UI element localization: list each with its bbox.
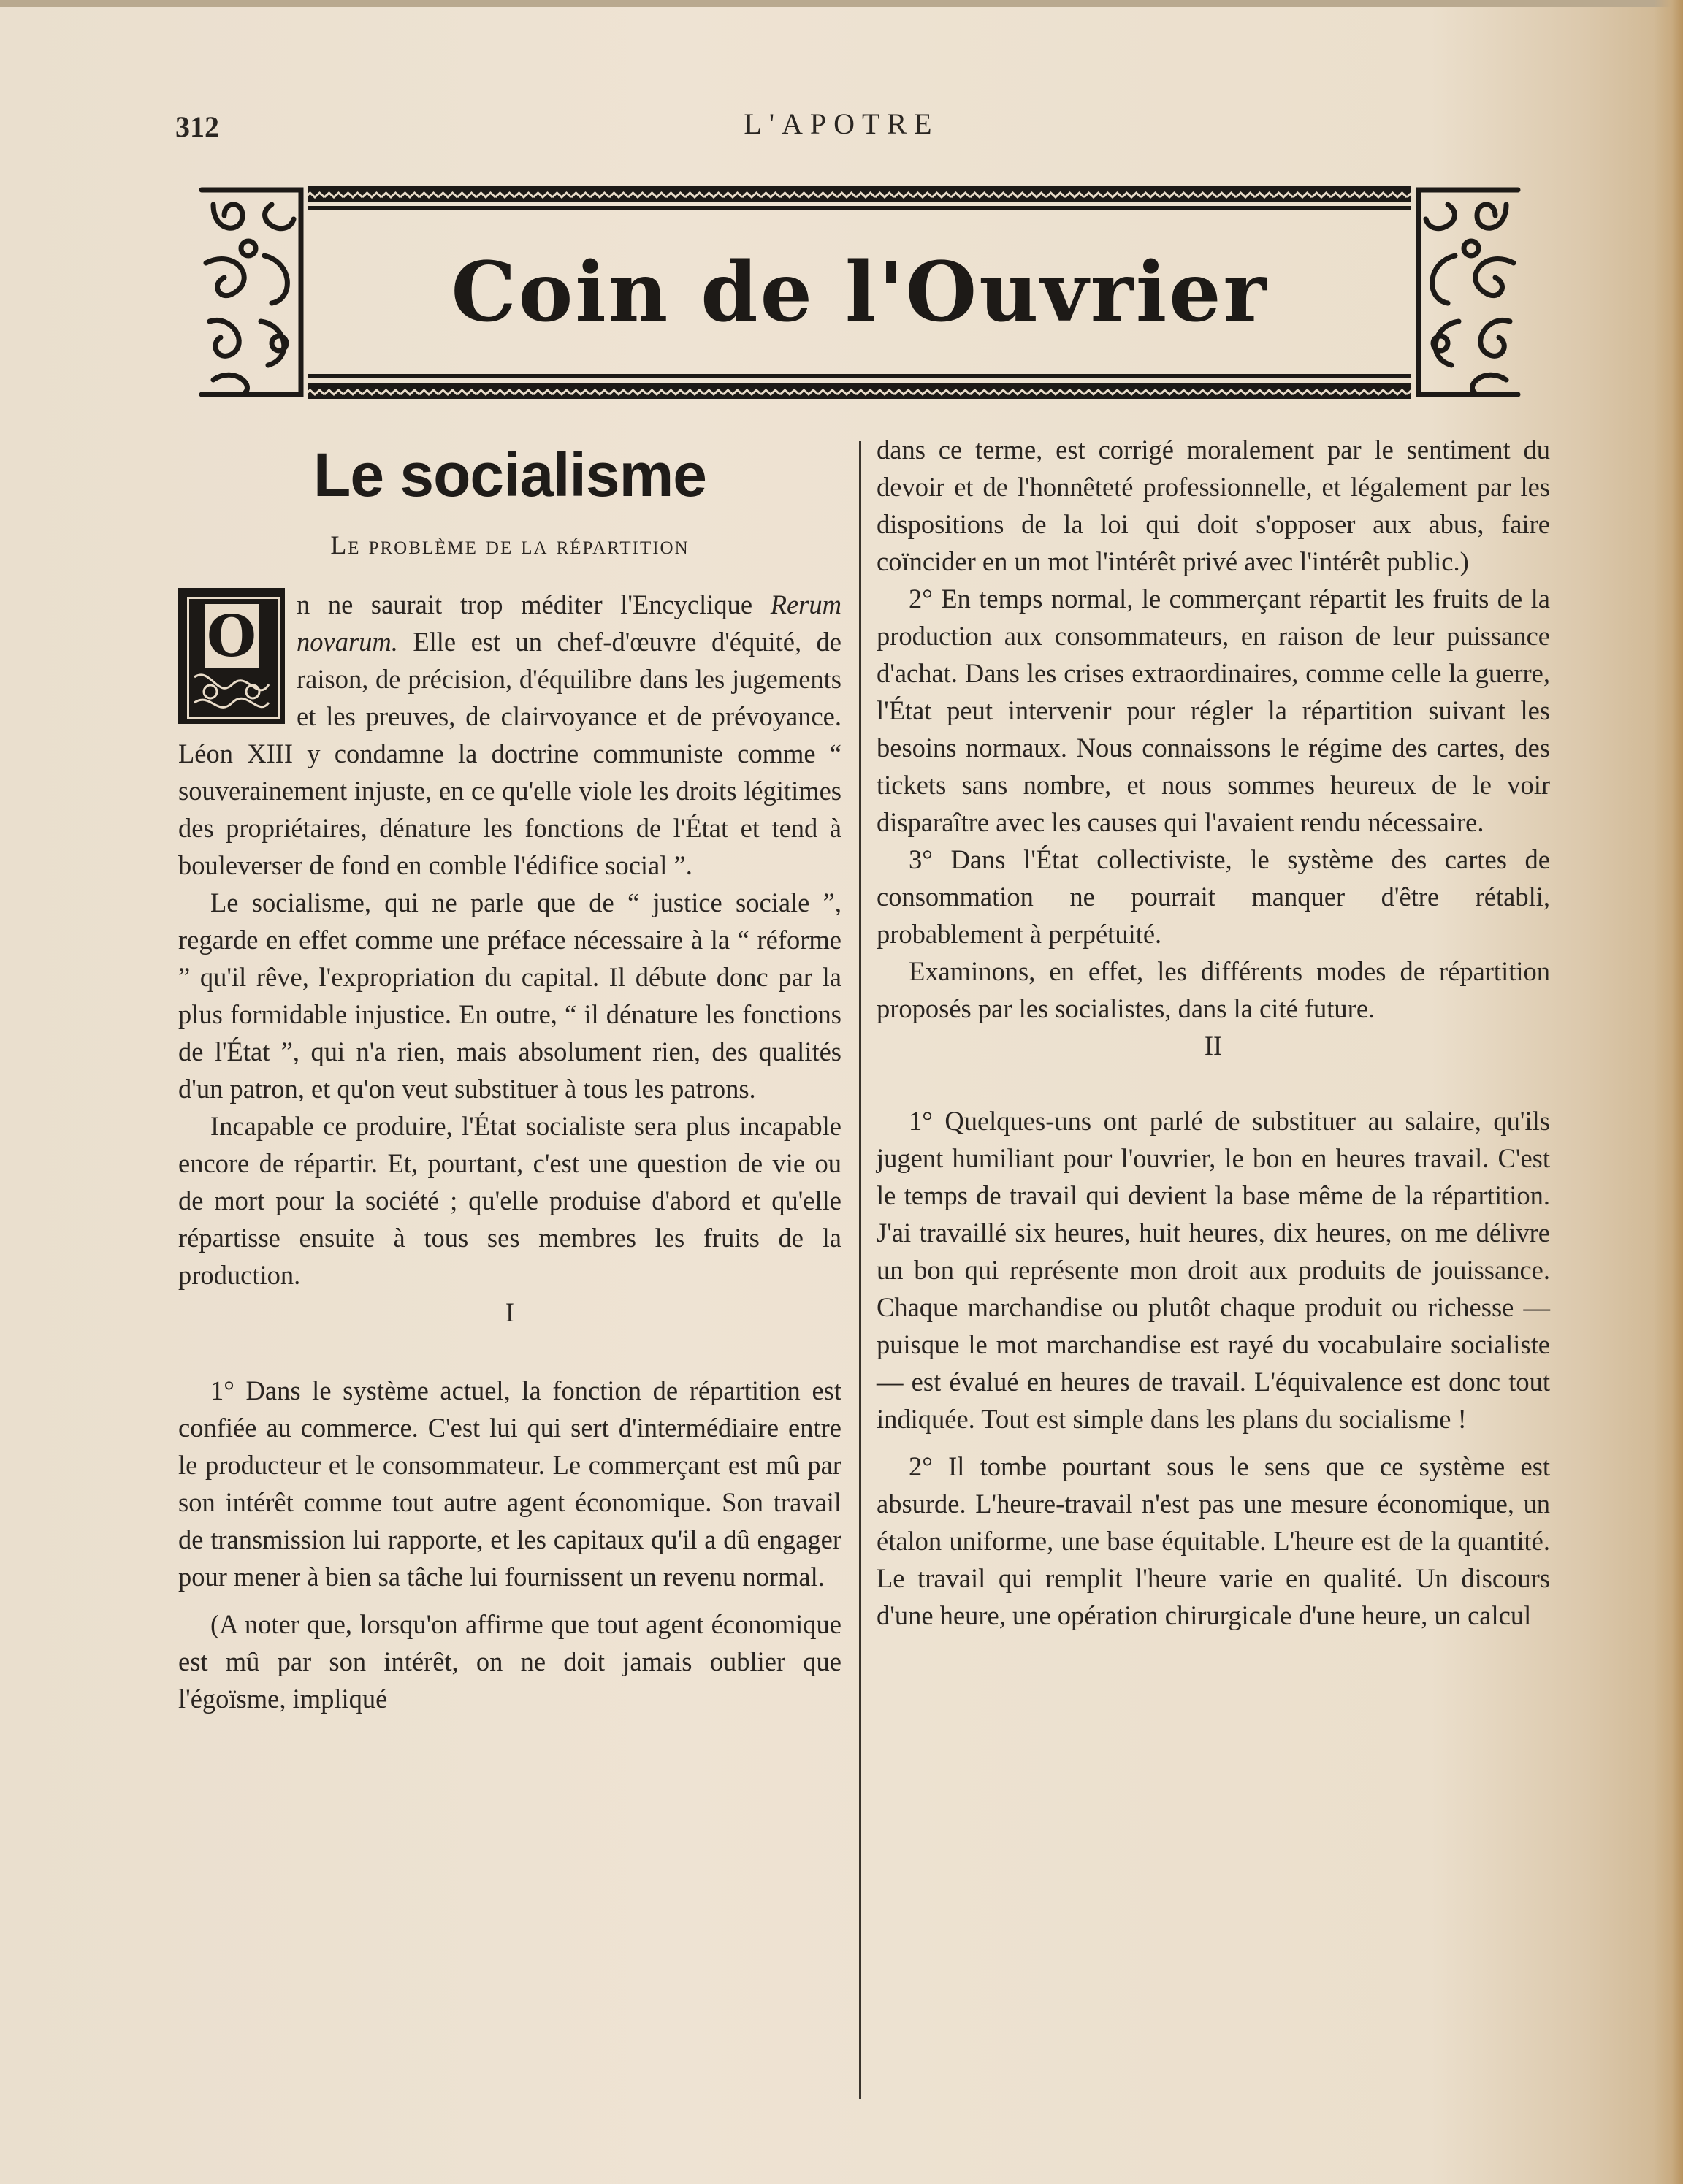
paragraph: Incapable ce produire, l'État socialiste sera plus incapable encore de répartir. Et, pourtant, c'est une question de vie ou de mort pour la société ; qu'elle produise d'abord et qu'elle répartisse ensuite à tous ses membres les fruits de la production. xyxy=(178,1111,842,1290)
drop-cap-ornament xyxy=(178,588,285,724)
paragraph: 1° Quelques-uns ont parlé de substituer au salaire, qu'ils jugent humiliant pour l'ouvrier, le bon en heures travail. C'est le temps de travail qui devient la base même de la répartition. J'ai travaillé six heures, huit heures, dix heures, on me délivre un bon qui représente mon droit aux produits de jouissance. Chaque marchandise ou plutôt chaque produit ou richesse — puisque le mot marchandise est rayé du vocabulaire socialiste — est évalué en heures de travail. L'équivalence est donc tout indiquée. Tout est simple dans les plans du socialisme ! xyxy=(877,1106,1550,1434)
knotwork-icon xyxy=(188,670,275,715)
paragraph: n ne saurait trop méditer l'Encyclique Rerum novarum. Elle est un chef-d'œuvre d'équité, de raison, de précision, d'équilibre dans les jugements et les preuves, de clairvoyance et de prévoyance. Léon XIII y condamne la doctrine communiste comme “ souverainement injuste, en ce qu'elle viole les droits légitimes des propriétaires, dénature les fonctions de l'État et tend à bouleverser de fond en comble l'édifice social ”. xyxy=(178,589,842,880)
paragraph: 1° Dans le système actuel, la fonction de répartition est confiée au commerce. C'est lui qui sert d'intermédiaire entre le producteur et le consommateur. Le commerçant est mû par son intérêt comme tout autre agent économique. Son travail de transmission lui rapporte, et les capitaux qu'il a dû engager pour mener à bien sa tâche lui fournissent un revenu normal. xyxy=(178,1375,842,1592)
section-banner xyxy=(191,175,1528,409)
right-column xyxy=(877,431,1550,1634)
section-number: II xyxy=(1204,1031,1223,1061)
banner-title: Coin de l'Ouvrier xyxy=(451,244,1269,340)
paragraph: 2° En temps normal, le commerçant répartit les fruits de la production aux consommateurs, en raison de leur puissance d'achat. Dans les crises extraordinaires, comme celle la guerre, l'État peut intervenir pour régler la répartition suivant les besoins normaux. Nous connaissons le régime des cartes, des tickets sans nombre, et nous sommes heureux de le voir disparaître avec les causes qui l'avaient rendu nécessaire. xyxy=(877,584,1550,837)
drop-cap-letter: O xyxy=(207,603,256,670)
paragraph: dans ce terme, est corrigé moralement par le sentiment du devoir et de l'honnêteté professionnelle, et légalement par les dispositions de la loi qui doit s'opposer aux abus, faire coïncider en un mot l'intérêt privé avec l'intérêt public.) xyxy=(877,435,1550,576)
paragraph: 3° Dans l'État collectiviste, le système des cartes de consommation ne pourrait manquer d'être rétabli, probablement à perpétuité. xyxy=(877,844,1550,949)
paragraph: 2° Il tombe pourtant sous le sens que ce système est absurde. L'heure-travail n'est pas une mesure économique, un étalon uniforme, une base équitable. L'heure est de la quantité. Le travail qui remplit l'heure varie en qualité. Un discours d'une heure, une opération chirurgicale d'une heure, un calcul xyxy=(877,1451,1550,1630)
paragraph: Le socialisme, qui ne parle que de “ justice sociale ”, regarde en effet comme une préface nécessaire à la “ réforme ” qu'il rêve, l'expropriation du capital. Il débute donc par la plus formidable injustice. En outre, “ il dénature les fonctions de l'État ”, qui n'a rien, mais absolument rien, des qualités d'un patron, et qu'on veut substituer à tous les patrons. xyxy=(178,887,842,1104)
paragraph: Examinons, en effet, les différents modes de répartition proposés par les socialistes, dans la cité future. xyxy=(877,956,1550,1023)
paragraph: (A noter que, lorsqu'on affirme que tout agent économique est mû par son intérêt, on ne doit jamais oublier que l'égoïsme, impliqué xyxy=(178,1609,842,1714)
article-title: Le socialisme xyxy=(313,440,706,509)
page-number: 312 xyxy=(175,110,219,143)
left-column xyxy=(178,431,842,1717)
running-head: L'APOTRE xyxy=(744,107,939,140)
section-number: I xyxy=(505,1297,515,1327)
column-divider xyxy=(859,441,861,2099)
article-subtitle: Le problème de la répartition xyxy=(330,530,690,560)
opening-paragraph-block xyxy=(178,586,842,884)
